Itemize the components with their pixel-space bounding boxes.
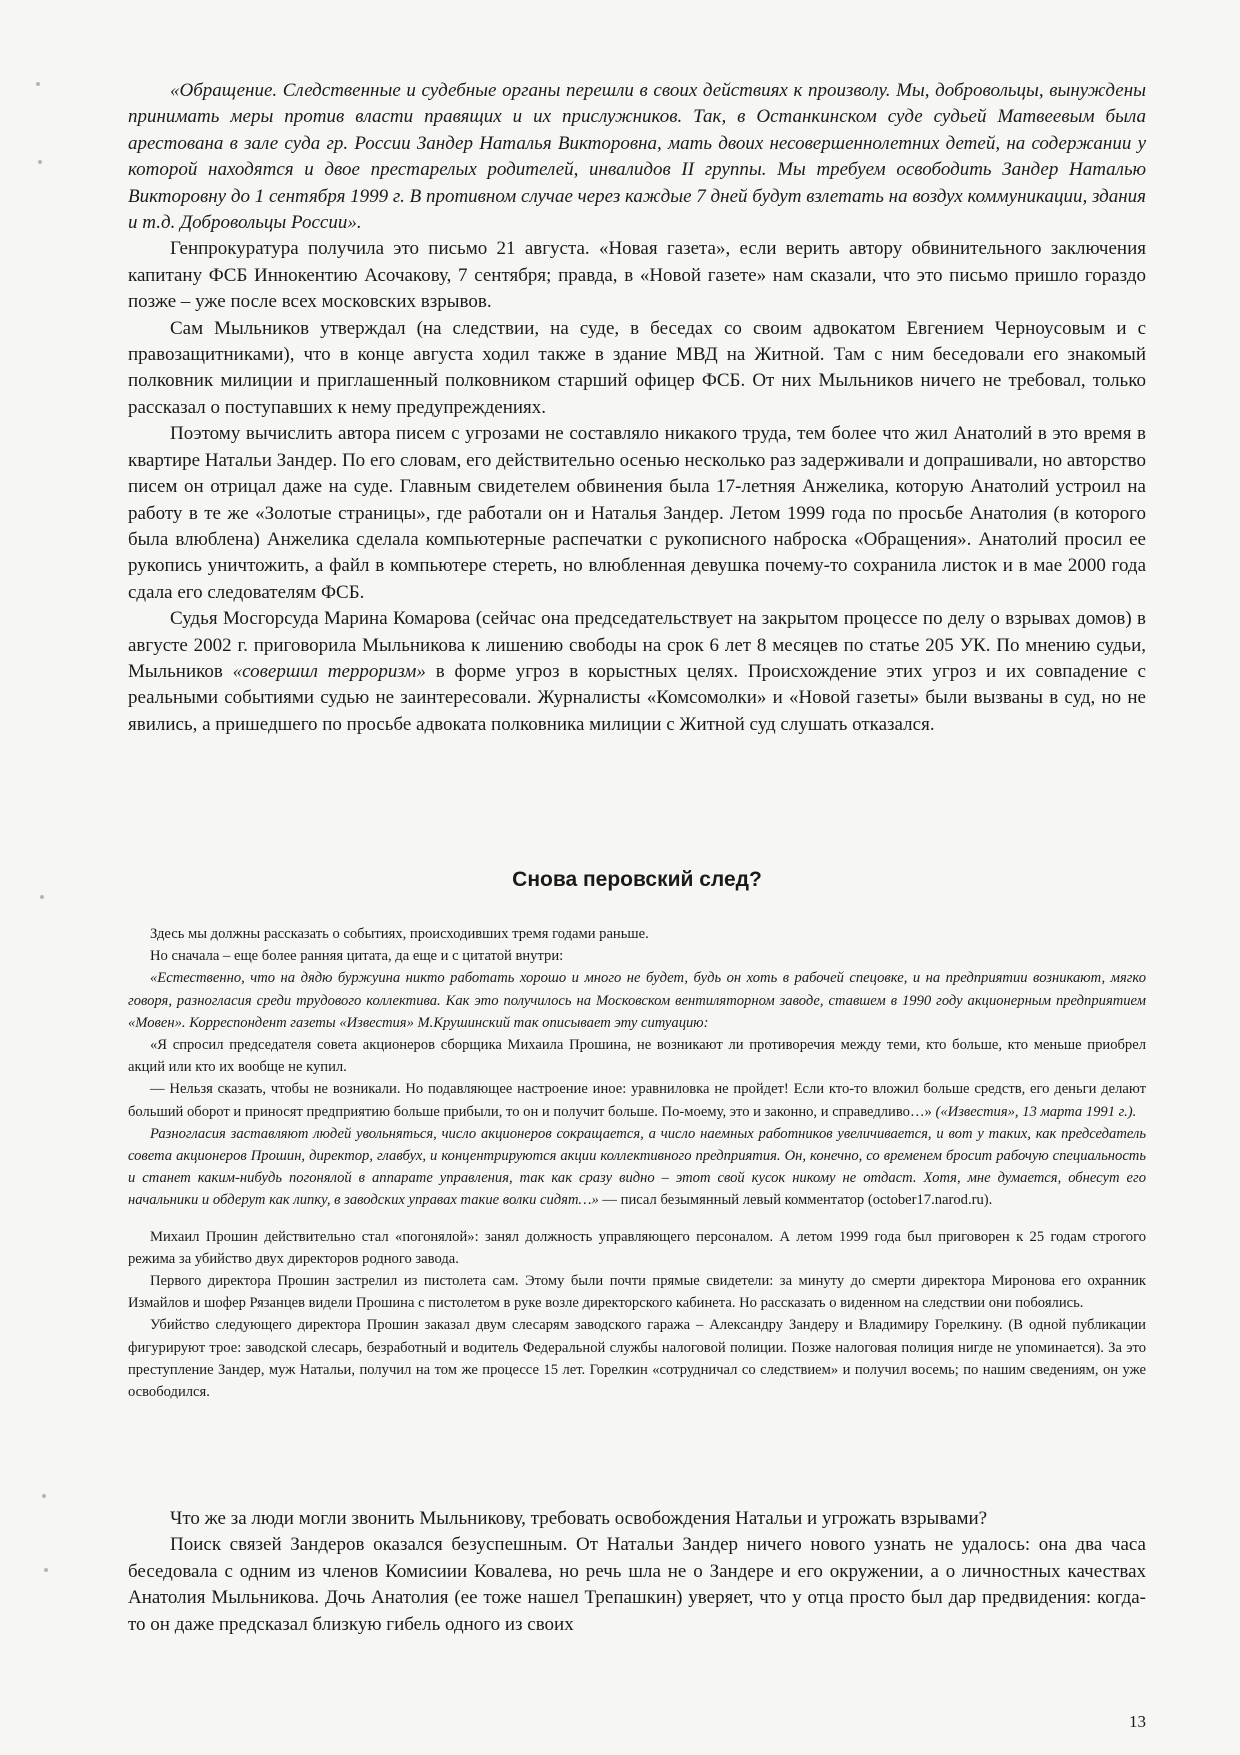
small-paragraph: Первого директора Прошин застрелил из пистолета сам. Этому были почти прямые свидетели: за минуту до смерти директора Миронова его охранник Измайлов и шофер Рязанцев видели Прошина с пистолетом в руке возле директорского кабинета. Но рассказать о виденном на следствии они побоялись. <box>128 1273 1146 1312</box>
paragraph: Генпрокуратура получила это письмо 21 августа. «Новая газета», если верить автору обвинительного заключения капитану ФСБ Иннокентию Асочакову, 7 сентября; правда, в «Новой газете» нам сказали, что это письмо пришло гораздо позже – уже после всех московских взрывов. <box>128 238 1146 313</box>
main-text-block <box>128 78 1146 738</box>
small-paragraph <box>128 1078 1146 1122</box>
page-number: 13 <box>1129 1712 1146 1731</box>
scan-speck <box>38 160 42 164</box>
text-run: — писал безымянный левый комментатор (october17.narod.ru). <box>598 1192 993 1209</box>
scan-speck <box>40 895 44 899</box>
scan-speck <box>44 1568 48 1572</box>
italic-run: Разногласия заставляют людей увольняться, число акционеров сокращается, а число наемных работников увеличивается, и вот у таких, как председатель совета акционеров Прошин, директор, главбух, и концентрируются акции коллективного предприятия. Он, конечно, со временем бросит рабочую специальность и станет каким-нибудь погонялой в аппарате управления, так как сразу видно – этот свой кусок никому не отдаст. Хотя, мне думается, обнесут его начальники и обдерут как липку, в заводских управах такие волки сидят…» <box>128 1125 1146 1209</box>
paragraph: Что же за люди могли звонить Мыльникову, требовать освобождения Натальи и угрожать взрывами? <box>170 1508 988 1529</box>
text-run: Судья Мосгорсуда Марина Комарова (сейчас она председательствует на закрытом процессе по делу о взрывах домов) в августе 2002 г. приговорила Мыльникова к лишению свободы на срок 6 лет 8 месяцев по статье 205 УК. По мнению судьи, Мыльников <box>128 608 1146 682</box>
small-paragraph: Здесь мы должны рассказать о событиях, происходивших тремя годами раньше. <box>150 926 649 942</box>
section-heading: Снова перовский след? <box>512 868 762 891</box>
small-paragraph: Убийство следующего директора Прошин заказал двум слесарям заводского гаража – Александру Зандеру и Владимиру Горелкину. (В одной публикации фигурируют трое: заводской слесарь, безработный и водитель Федеральной службы налоговой полиции. Позже налоговая полиция нигде не упоминается). За это преступление Зандер, муж Натальи, получил на том же процессе 15 лет. Горелкин «сотрудничал со следствием» и получил восемь; по нашим сведениям, он уже освободился. <box>128 1317 1146 1401</box>
scan-speck <box>42 1494 46 1498</box>
appeal-quote: «Обращение. Следственные и судебные органы перешли в своих действиях к произволу. Мы, добровольцы, вынуждены принимать меры против власти правящих и их прислужников. Так, в Останкинском суде судьей Матвеевым была арестована в зале суда гр. России Зандер Наталья Викторовна, мать двоих несовершеннолетних детей, на содержании у которой находятся и двое престарелых родителей, инвалидов II группы. Мы требуем освободить Зандер Наталью Викторовну до 1 сентября 1999 г. В противном случае через каждые 7 дней будут взлетать на воздух коммуникации, здания и т.д. Добровольцы России». <box>128 80 1146 234</box>
paragraph-komarova <box>128 606 1146 738</box>
text-run: — Нельзя сказать, чтобы не возникали. Но подавляющее настроение иное: уравниловка не пройдет! Если кто-то вложил больше средств, его деньги делают больший оборот и приносят предприятию больше прибыли, то он и получит больше. По-моему, это и законно, и справедливо…» <box>128 1081 1146 1120</box>
small-paragraph: «Я спросил председателя совета акционеров сборщика Михаила Прошина, не возникают ли противоречия между теми, кто больше, кто меньше приобрел акций или кто их вообще не купил. <box>128 1037 1146 1076</box>
scan-speck <box>36 82 40 86</box>
small-paragraph: Михаил Прошин действительно стал «погонялой»: занял должность управляющего персоналом. А летом 1999 года был приговорен к 25 годам строгого режима за убийство двух директоров родного завода. <box>128 1228 1146 1267</box>
small-text-block <box>128 923 1146 1403</box>
italic-run: «совершил терроризм» <box>232 660 426 682</box>
paragraph: Поэтому вычислить автора писем с угрозами не составляло никакого труда, тем более что жил Анатолий в это время в квартире Натальи Зандер. По его словам, его действительно осенью несколько раз задерживали и допрашивали, но авторство писем он отрицал даже на суде. Главным свидетелем обвинения была 17-летняя Анжелика, которую Анатолий устроил на работу в те же «Золотые страницы», где работали он и Наталья Зандер. Летом 1999 года по просьбе Анатолия (в которого была влюблена) Анжелика сделала компьютерные распечатки с рукописного наброска «Обращения». Анатолий просил ее рукопись уничтожить, а файл в компьютере стереть, но влюбленная девушка почему-то сохранила листок и в мае 2000 года сдала его следователям ФСБ. <box>128 423 1146 603</box>
italic-run: («Известия», 13 марта 1991 г.). <box>935 1103 1137 1120</box>
bottom-text-block <box>128 1506 1146 1638</box>
small-paragraph <box>128 1123 1146 1212</box>
text-run: в форме угроз в корыстных целях. Происхождение этих угроз и их совпадение с реальными событиями судью не заинтересовали. Журналисты «Комсомолки» и «Новой газеты» были вызваны в суд, но не явились, а пришедшего по просьбе адвоката полковника милиции с Житной суд слушать отказался. <box>128 660 1146 735</box>
paragraph: Поиск связей Зандеров оказался безуспешным. От Натальи Зандер ничего нового узнать не удалось: она два часа беседовала с одним из членов Комисиии Ковалева, но речь шла не о Зандере и его окружении, а о личностных качествах Анатолия Мыльникова. Дочь Анатолия (ее тоже нашел Трепашкин) уверяет, что у отца просто был дар предвидения: когда-то он даже предсказал близкую гибель одного из своих <box>128 1534 1146 1635</box>
paragraph: Сам Мыльников утверждал (на следствии, на суде, в беседах со своим адвокатом Евгением Черноусовым и с правозащитниками), что в конце августа ходил также в здание МВД на Житной. Там с ним беседовали его знакомый полковник милиции и приглашенный полковником старший офицер ФСБ. От них Мыльников ничего не требовал, только рассказал о поступавших к нему предупреждениях. <box>128 317 1146 418</box>
small-paragraph: Но сначала – еще более ранняя цитата, да еще и с цитатой внутри: <box>150 948 564 965</box>
small-paragraph-italic: «Естественно, что на дядю буржуина никто работать хорошо и много не будет, будь он хоть в рабочей спецовке, и на предприятии возникают, мягко говоря, разногласия среди трудового коллектива. Как это получилось на Московском вентиляторном заводе, ставшем в 1990 году акционерным предприятием «Мовен». Корреспондент газеты «Известия» М.Крушинский так описывает эту ситуацию: <box>128 970 1146 1031</box>
